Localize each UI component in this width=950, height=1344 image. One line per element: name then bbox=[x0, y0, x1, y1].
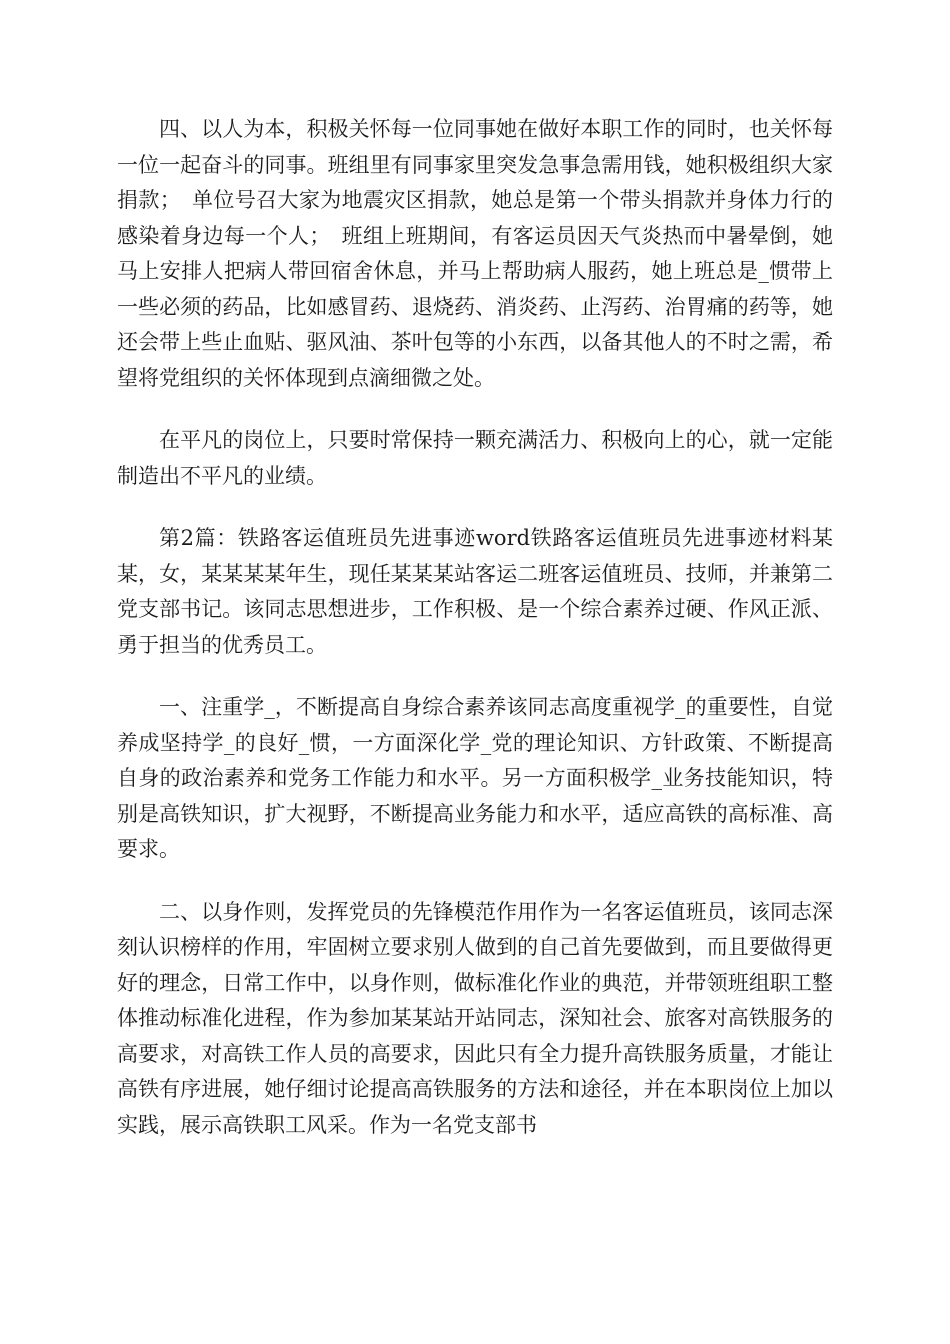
paragraph-focus-on-learning: 一、注重学_，不断提高自身综合素养该同志高度重视学_的重要性，自觉养成坚持学_的良好_惯，一方面深化学_党的理论知识、方针政策、不断提高自身的政治素养和党务工作能力和水平。另一方面积极学_业务技能知识，特别是高铁知识，扩大视野，不断提高业务能力和水平，适应高铁的高标准、高要求。 bbox=[117, 695, 833, 861]
paragraph-article-2-intro: 第2篇：铁路客运值班员先进事迹word铁路客运值班员先进事迹材料某某，女，某某某某年生，现任某某某站客运二班客运值班员、技师，并兼第二党支部书记。该同志思想进步，工作积极、是一个综合素养过硬、作风正派、勇于担当的优秀员工。 bbox=[117, 526, 833, 657]
document-body bbox=[117, 112, 833, 1170]
paragraph-care-for-colleagues: 四、以人为本，积极关怀每一位同事她在做好本职工作的同时，也关怀每一位一起奋斗的同事。班组里有同事家里突发急事急需用钱，她积极组织大家捐款； 单位号召大家为地震灾区捐款，她总是第一个带头捐款并身体力行的感染着身边每一个人； 班组上班期间，有客运员因天气炎热而中暑晕倒，她马上安排人把病人带回宿舍休息，并马上帮助病人服药，她上班总是_惯带上一些必须的药品，比如感冒药、退烧药、消炎药、止泻药、治胃痛的药等，她还会带上些止血贴、驱风油、茶叶包等的小东西，以备其他人的不时之需，希望将党组织的关怀体现到点滴细微之处。 bbox=[117, 117, 833, 390]
paragraph-ordinary-post: 在平凡的岗位上，只要时常保持一颗充满活力、积极向上的心，就一定能制造出不平凡的业绩。 bbox=[117, 428, 833, 488]
paragraph-lead-by-example: 二、以身作则，发挥党员的先锋模范作用作为一名客运值班员，该同志深刻认识榜样的作用，牢固树立要求别人做到的自己首先要做到，而且要做得更好的理念，日常工作中，以身作则，做标准化作业的典范，并带领班组职工整体推动标准化进程，作为参加某某站开站同志，深知社会、旅客对高铁服务的高要求，对高铁工作人员的高要求，因此只有全力提升高铁服务质量，才能让高铁有序进展，她仔细讨论提高高铁服务的方法和途径，并在本职岗位上加以实践，展示高铁职工风采。作为一名党支部书 bbox=[117, 899, 833, 1137]
